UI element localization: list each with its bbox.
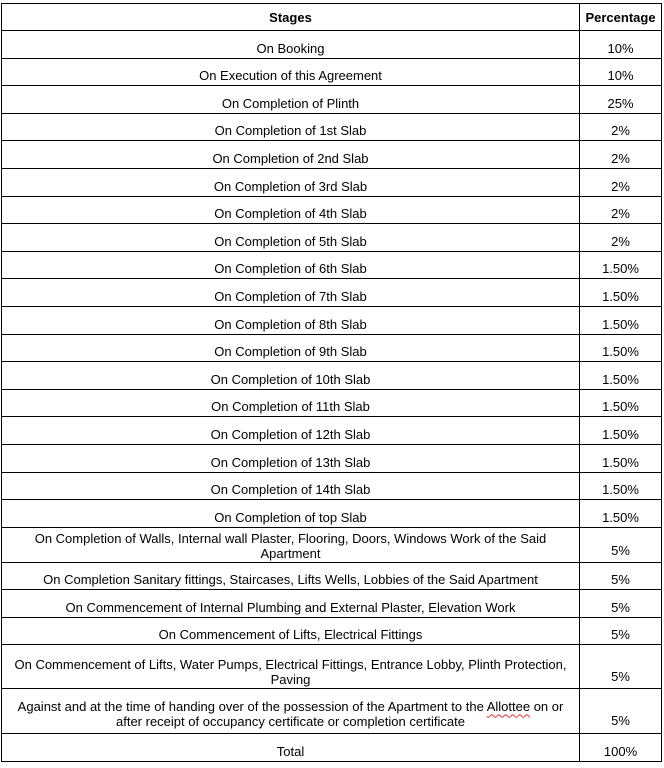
table-row [2, 527, 662, 562]
table-row [2, 196, 662, 224]
stage-cell: On Completion of 14th Slab [2, 472, 580, 500]
stage-cell: On Completion of Plinth [2, 86, 580, 114]
table-row [2, 334, 662, 362]
stage-cell: On Completion of 7th Slab [2, 279, 580, 307]
stage-cell: On Completion of 13th Slab [2, 444, 580, 472]
percentage-cell: 1.50% [580, 306, 662, 334]
stage-cell: On Completion of 11th Slab [2, 389, 580, 417]
percentage-cell: 1.50% [580, 417, 662, 445]
stage-cell: On Completion of 8th Slab [2, 306, 580, 334]
total-label: Total [2, 734, 580, 762]
stage-cell: On Commencement of Lifts, Electrical Fittings [2, 617, 580, 645]
table-row [2, 279, 662, 307]
table-row [2, 168, 662, 196]
percentage-cell: 2% [580, 196, 662, 224]
table-row [2, 689, 662, 734]
percentage-cell: 2% [580, 224, 662, 252]
percentage-cell: 5% [580, 562, 662, 590]
stage-cell: On Execution of this Agreement [2, 58, 580, 86]
table-row [2, 113, 662, 141]
stage-cell: On Completion of 5th Slab [2, 224, 580, 252]
percentage-cell: 2% [580, 168, 662, 196]
percentage-cell: 10% [580, 58, 662, 86]
spellcheck-flagged-word: Allottee [486, 699, 531, 715]
table-row [2, 417, 662, 445]
stage-text-part: Against and at the time of handing over of the possession of the Apartment to the [17, 699, 487, 715]
stage-cell: On Completion of 3rd Slab [2, 168, 580, 196]
stage-cell: On Completion of top Slab [2, 500, 580, 528]
stage-cell: On Completion of 2nd Slab [2, 141, 580, 169]
percentage-cell: 5% [580, 645, 662, 689]
percentage-cell: 1.50% [580, 500, 662, 528]
table-row [2, 251, 662, 279]
stage-cell: On Booking [2, 31, 580, 59]
percentage-cell: 2% [580, 141, 662, 169]
percentage-header: Percentage [580, 4, 662, 31]
table-row [2, 590, 662, 618]
table-row [2, 58, 662, 86]
table-row [2, 645, 662, 689]
table-row [2, 86, 662, 114]
stage-cell: On Completion of 1st Slab [2, 113, 580, 141]
stage-cell: On Commencement of Lifts, Water Pumps, Electrical Fittings, Entrance Lobby, Plinth Protection, Paving [2, 645, 580, 689]
table-row [2, 362, 662, 390]
percentage-cell: 1.50% [580, 251, 662, 279]
percentage-cell: 5% [580, 590, 662, 618]
percentage-cell: 1.50% [580, 334, 662, 362]
stages-header: Stages [2, 4, 580, 31]
table-row [2, 472, 662, 500]
percentage-cell: 5% [580, 617, 662, 645]
percentage-cell: 5% [580, 527, 662, 562]
percentage-cell: 10% [580, 31, 662, 59]
table-row [2, 31, 662, 59]
stage-cell: On Completion of 9th Slab [2, 334, 580, 362]
header-row [2, 4, 662, 31]
percentage-cell: 5% [580, 689, 662, 734]
stage-cell: On Completion of 12th Slab [2, 417, 580, 445]
stage-cell: On Completion of Walls, Internal wall Plaster, Flooring, Doors, Windows Work of the Said Apartment [2, 527, 580, 562]
table-row [2, 306, 662, 334]
stage-cell: On Completion of 4th Slab [2, 196, 580, 224]
table-row [2, 444, 662, 472]
percentage-cell: 1.50% [580, 472, 662, 500]
stage-cell: On Completion Sanitary fittings, Staircases, Lifts Wells, Lobbies of the Said Apartment [2, 562, 580, 590]
percentage-cell: 2% [580, 113, 662, 141]
total-percentage: 100% [580, 734, 662, 762]
total-row [2, 734, 662, 762]
table-row [2, 500, 662, 528]
stage-cell [2, 689, 580, 734]
table-row [2, 224, 662, 252]
stage-cell: On Commencement of Internal Plumbing and External Plaster, Elevation Work [2, 590, 580, 618]
table-row [2, 617, 662, 645]
percentage-cell: 25% [580, 86, 662, 114]
table-row [2, 562, 662, 590]
table-row [2, 389, 662, 417]
stage-cell: On Completion of 10th Slab [2, 362, 580, 390]
percentage-cell: 1.50% [580, 279, 662, 307]
stage-text-part: on or after receipt of occupancy certificate or completion certificate [116, 699, 564, 730]
table-row [2, 141, 662, 169]
percentage-cell: 1.50% [580, 389, 662, 417]
stage-cell: On Completion of 6th Slab [2, 251, 580, 279]
percentage-cell: 1.50% [580, 444, 662, 472]
payment-schedule-table [1, 3, 662, 762]
percentage-cell: 1.50% [580, 362, 662, 390]
